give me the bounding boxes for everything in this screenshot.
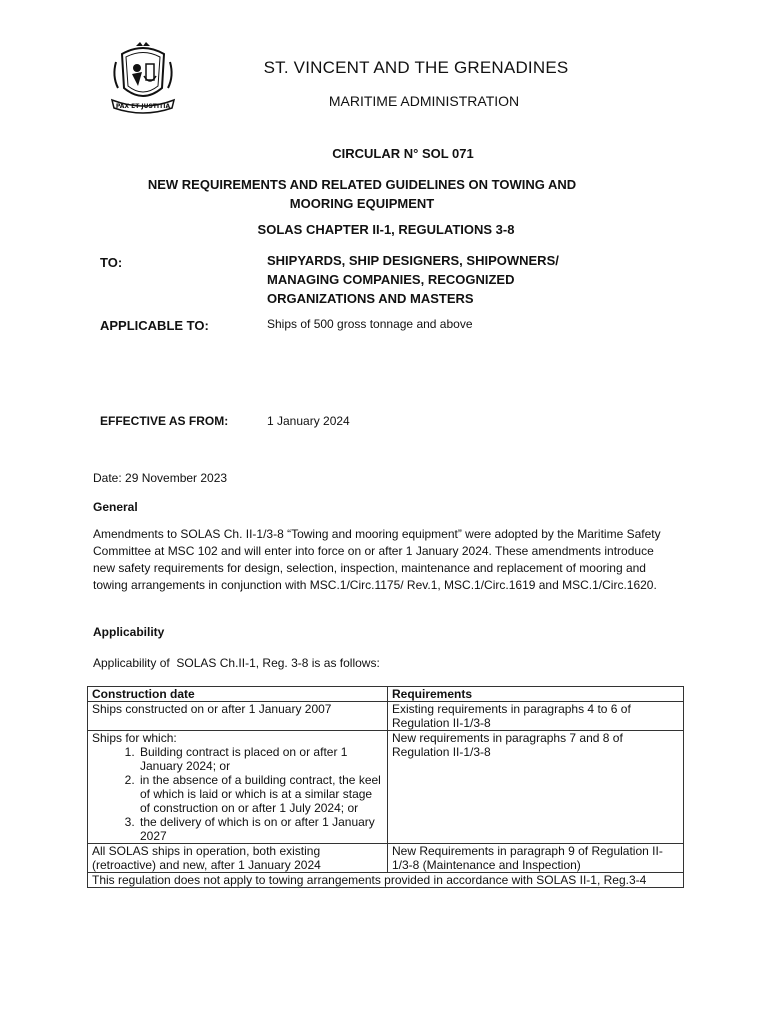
list-item: 1. Building contract is placed on or after 1 January 2024; or	[138, 745, 383, 773]
circular-date: Date: 29 November 2023	[93, 471, 228, 485]
table-header-requirements: Requirements	[388, 687, 684, 702]
general-heading: General	[93, 500, 138, 514]
list-item: 2. in the absence of a building contract, the keel of which is laid or which is at a similar stage of construction on or after 1 July 2024; or	[138, 773, 383, 815]
applicability-table	[87, 686, 684, 888]
table-cell-construction-date: Ships constructed on or after 1 January 2007	[88, 702, 388, 731]
applicability-heading: Applicability	[93, 625, 165, 639]
table-note: This regulation does not apply to towing arrangements provided in accordance with SOLAS II-1, Reg.3-4	[88, 873, 684, 888]
construction-conditions-list	[92, 745, 383, 843]
effective-value: 1 January 2024	[267, 414, 350, 428]
table-note-row	[88, 873, 684, 888]
administration-title: MARITIME ADMINISTRATION	[328, 93, 520, 109]
ships-for-which-label: Ships for which:	[92, 731, 177, 745]
circular-subject: NEW REQUIREMENTS AND RELATED GUIDELINES ON TOWING AND MOORING EQUIPMENT	[147, 177, 577, 211]
table-cell-construction-date	[88, 731, 388, 844]
to-value: SHIPYARDS, SHIP DESIGNERS, SHIPOWNERS/ MANAGING COMPANIES, RECOGNIZED ORGANIZATIONS AND MASTERS	[267, 253, 559, 306]
applicable-label: APPLICABLE TO:	[100, 318, 209, 333]
table-cell-requirements: Existing requirements in paragraphs 4 to 6 of Regulation II-1/3-8	[388, 702, 684, 731]
circular-number: CIRCULAR N° SOL 071	[332, 146, 474, 161]
list-item: 3. the delivery of which is on or after 1 January 2027	[138, 815, 383, 843]
table-header-construction-date: Construction date	[88, 687, 388, 702]
table-header-row	[88, 687, 684, 702]
to-label: TO:	[100, 255, 123, 270]
table-row	[88, 702, 684, 731]
regulation-reference: SOLAS CHAPTER II-1, REGULATIONS 3-8	[257, 222, 515, 237]
logo-motto: PAX ET JUSTITIA	[115, 103, 171, 110]
applicable-value: Ships of 500 gross tonnage and above	[267, 317, 473, 331]
table-row	[88, 731, 684, 844]
country-title: ST. VINCENT AND THE GRENADINES	[263, 58, 569, 77]
effective-label: EFFECTIVE AS FROM:	[100, 414, 229, 428]
table-cell-requirements: New requirements in paragraphs 7 and 8 of Regulation II-1/3-8	[388, 731, 684, 844]
applicability-intro: Applicability of SOLAS Ch.II-1, Reg. 3-8 is as follows:	[93, 656, 380, 670]
table-cell-requirements: New Requirements in paragraph 9 of Regulation II-1/3-8 (Maintenance and Inspection)	[388, 844, 684, 873]
general-text: Amendments to SOLAS Ch. II-1/3-8 “Towing and mooring equipment” were adopted by the Maritime Safety Committee at MSC 102 and will enter into force on or after 1 January 2024. These amendments introduce new safety requirements for design, selection, inspection, maintenance and replacement of mooring and towing arrangements in conjunction with MSC.1/Circ.1175/ Rev.1, MSC.1/Circ.1619 and MSC.1/Circ.1620.	[93, 527, 661, 592]
table-row	[88, 844, 684, 873]
table-cell-construction-date: All SOLAS ships in operation, both existing (retroactive) and new, after 1 January 2024	[88, 844, 388, 873]
